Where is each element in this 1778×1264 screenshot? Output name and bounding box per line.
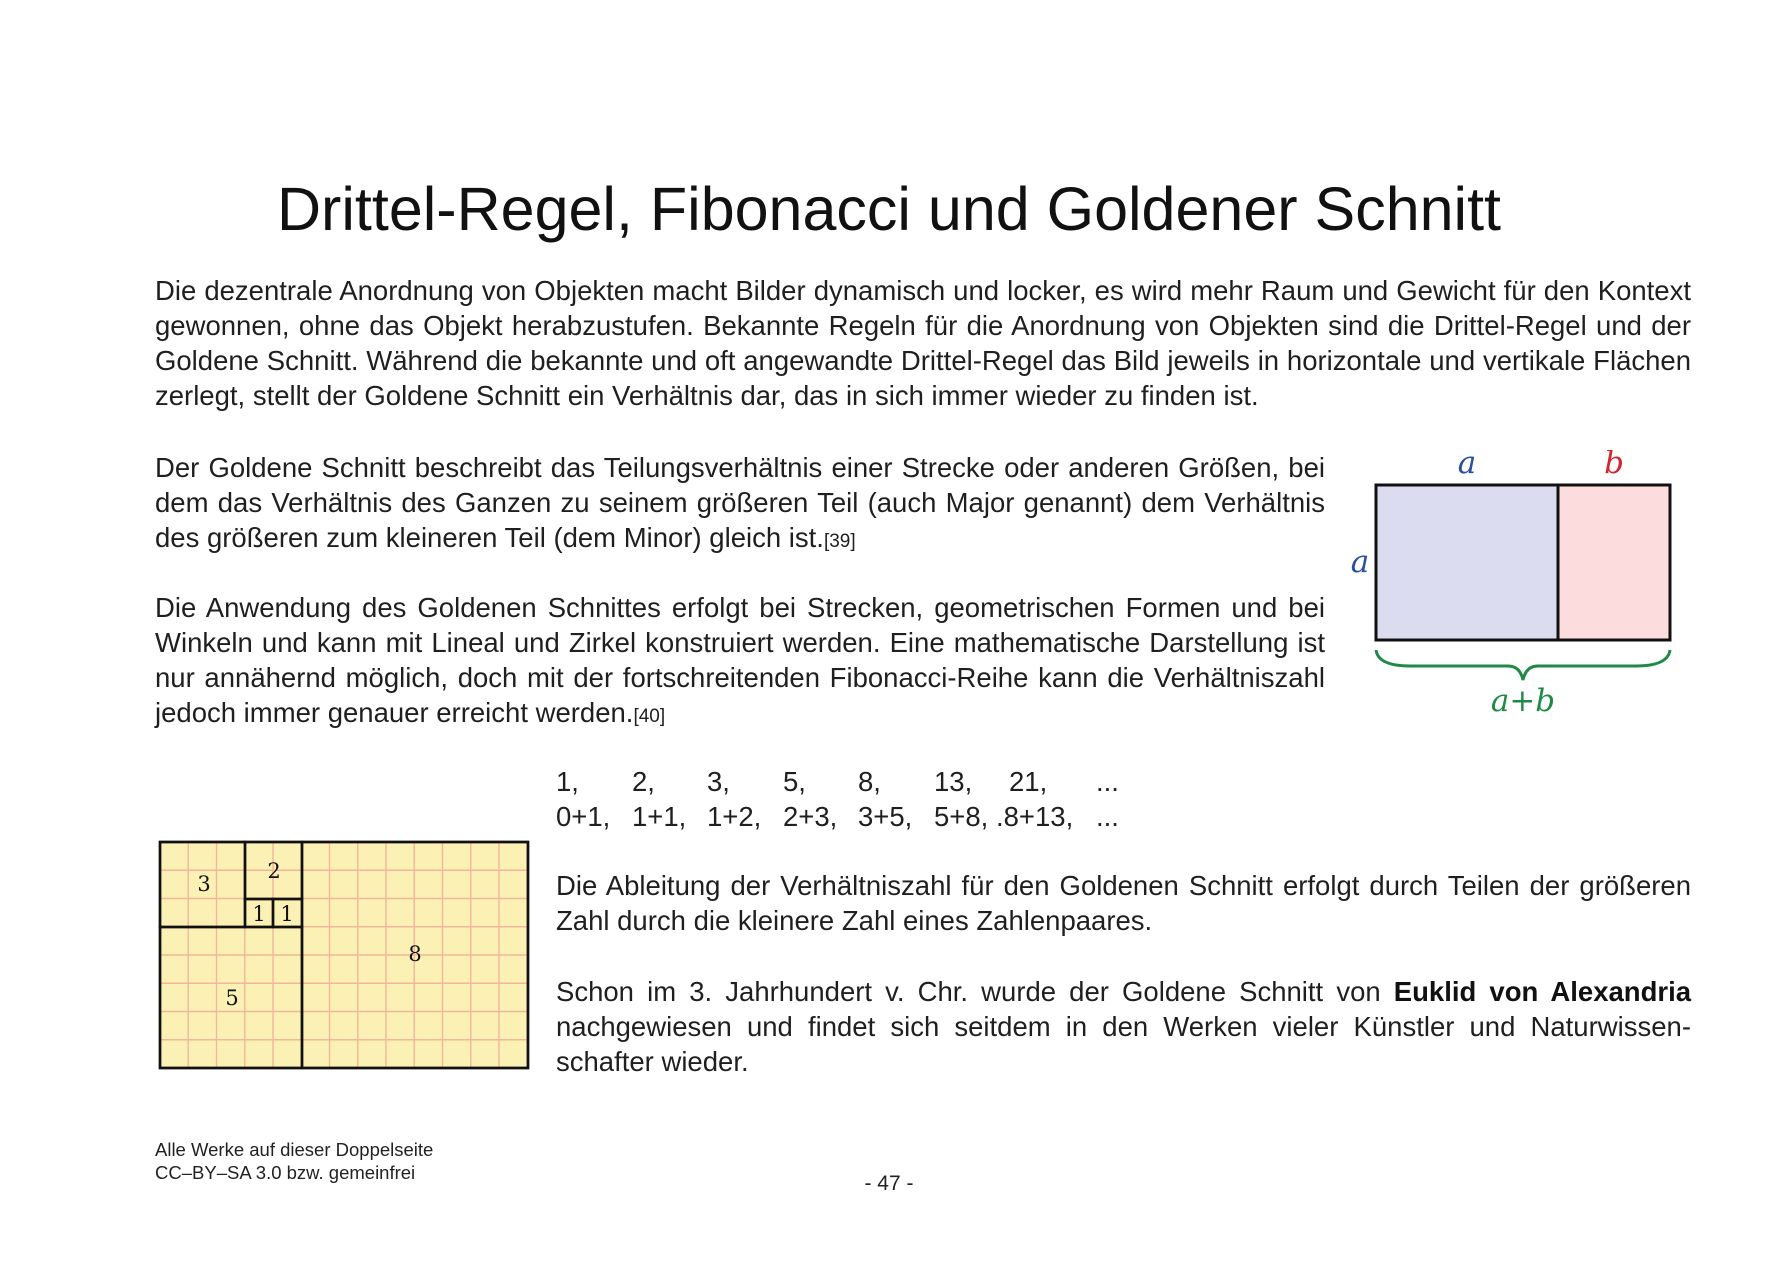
fib-number: 2, (632, 766, 655, 797)
euclid-text-after: nachgewiesen und findet sich seitdem in den Werken vieler Künstler und Naturwissenschafter wieder. (556, 1011, 1691, 1077)
fib-sum: .8+13, (996, 801, 1074, 832)
fib-number: ... (1096, 766, 1119, 797)
definition-text: Der Goldene Schnitt beschreibt das Teilungsverhältnis einer Strecke oder anderen Größen, bei dem das Verhältnis des Ganzen zu seinem größeren Teil (auch Major genannt) dem Verhältnis des größeren zum kleineren Teil (dem Minor) gleich ist. (155, 452, 1325, 553)
fib-number: 13, (934, 766, 973, 797)
fib-sum: 5+8, (934, 801, 989, 832)
intro-paragraph: Die dezentrale Anordnung von Objekten macht Bilder dynamisch und locker, es wird mehr Raum und Gewicht für den Kontext gewonnen, ohne das Objekt herabzustufen. Bekannte Regeln für die Anordnung von Objekten sind die Drittel-Regel und der Goldene Schnitt. Während die bekannte und oft angewandte Drittel-Regel das Bild jeweils in horizontale und vertikale Flächen zerlegt, stellt der Goldene Schnitt ein Verhältnis dar, das in sich immer wieder zu finden ist. (155, 275, 1691, 411)
fibonacci-numbers-row (556, 764, 1156, 799)
fib-sum: 2+3, (783, 801, 838, 832)
euclid-name: Euklid von Alexandria (1393, 976, 1692, 1007)
golden-ratio-figure (1340, 450, 1680, 720)
page-title: Drittel-Regel, Fibonacci und Goldener Schnitt (277, 175, 1501, 243)
fibonacci-sums-row (556, 799, 1156, 834)
footnote-line-1: Alle Werke auf dieser Doppelseite (155, 1139, 434, 1160)
fib-number: 8, (858, 766, 881, 797)
golden-section-definition (155, 450, 1325, 559)
footnote-line-2: CC–BY–SA 3.0 bzw. gemeinfrei (155, 1162, 416, 1183)
fib-label-3: 3 (197, 872, 211, 896)
sum-brace (1376, 650, 1670, 680)
euclid-paragraph (556, 974, 1691, 1079)
fib-number: 21, (1009, 766, 1048, 797)
fib-sum: 1+1, (632, 801, 687, 832)
label-b-top: b (1604, 450, 1624, 481)
euclid-text-before: Schon im 3. Jahrhundert v. Chr. wurde der Goldene Schnitt von (556, 976, 1394, 1007)
fib-sum: ... (1096, 801, 1119, 832)
page-number: - 47 - (864, 1172, 914, 1195)
fibonacci-table (556, 764, 1156, 834)
rect-minor (1558, 485, 1670, 640)
fib-label-5: 5 (225, 986, 239, 1010)
fib-number: 1, (556, 766, 579, 797)
fib-label-8: 8 (408, 942, 422, 966)
label-sum: a+b (1490, 683, 1556, 719)
rect-major (1376, 485, 1558, 640)
fib-label-1: 1 (252, 902, 266, 926)
fib-sum: 1+2, (707, 801, 762, 832)
reference-40: [40] (633, 706, 666, 727)
fib-sum: 3+5, (858, 801, 913, 832)
reference-39: [39] (823, 531, 856, 552)
derivation-paragraph: Die Ableitung der Verhältniszahl für den Goldenen Schnitt erfolgt durch Teilen der größeren Zahl durch die kleinere Zahl eines Zahlenpaares. (556, 870, 1691, 936)
fib-number: 3, (707, 766, 730, 797)
fib-label-2: 2 (267, 859, 281, 883)
fib-number: 5, (783, 766, 806, 797)
application-paragraph (155, 590, 1325, 734)
application-text: Die Anwendung des Goldenen Schnittes erfolgt bei Strecken, geometrischen Formen und bei Winkeln und kann mit Lineal und Zirkel konstruiert werden. Eine mathematische Darstellung ist nur annähernd möglich, doch mit der fortschreitenden Fibonacci-Reihe kann die Verhältniszahl jedoch immer genauer erreicht werden. (155, 592, 1325, 728)
fibonacci-squares-diagram (158, 840, 530, 1070)
fib-label-1: 1 (280, 902, 294, 926)
label-a-side: a (1350, 544, 1370, 580)
label-a-top: a (1457, 450, 1477, 481)
fib-sum: 0+1, (556, 801, 611, 832)
